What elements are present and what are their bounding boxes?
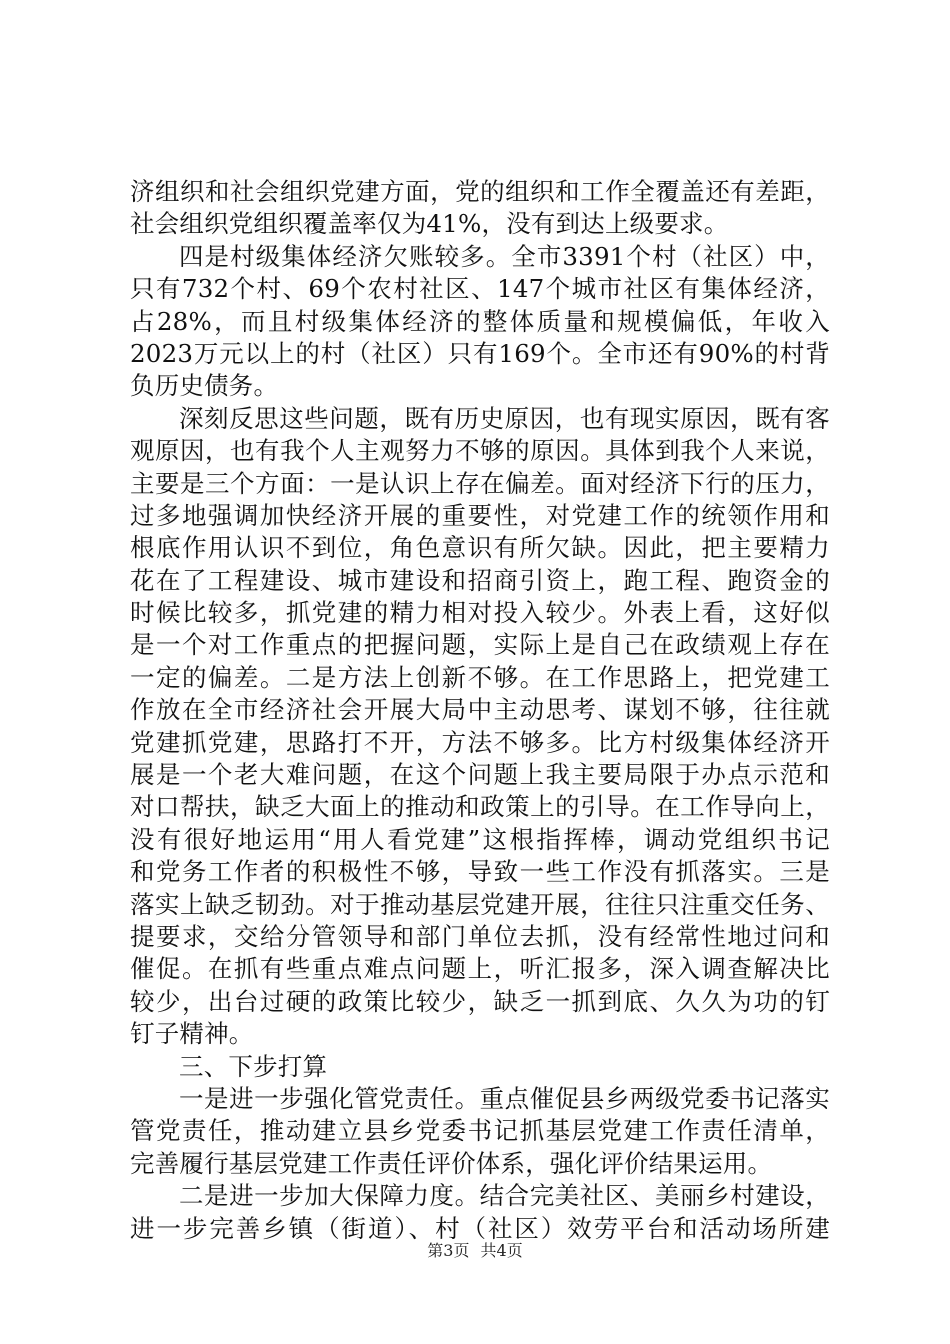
text-line: 时候比较多，抓党建的精力相对投入较少。外表上看，这好似 [130, 598, 830, 628]
text-line: 展是一个老大难问题，在这个问题上我主要局限于办点示范和 [130, 760, 830, 790]
text-line: 落实上缺乏韧劲。对于推动基层党建开展，往往只注重交任务、 [130, 889, 830, 919]
text-line: 三、下步打算 [179, 1051, 328, 1081]
text-line: 较少，出台过硬的政策比较少，缺乏一抓到底、久久为功的钉 [130, 986, 830, 1016]
text-line: 深刻反思这些问题，既有历史原因，也有现实原因，既有客 [179, 403, 830, 433]
text-line: 没有很好地运用“用人看党建”这根指挥棒，调动党组织书记 [130, 824, 830, 854]
page-footer [0, 1240, 950, 1262]
text-line: 过多地强调加快经济开展的重要性，对党建工作的统领作用和 [130, 500, 830, 530]
text-line: 二是进一步加大保障力度。结合完美社区、美丽乡村建设， [179, 1181, 830, 1211]
text-line: 催促。在抓有些重点难点问题上，听汇报多，深入调查解决比 [130, 954, 830, 984]
text-line: 是一个对工作重点的把握问题，实际上是自己在政绩观上存在 [130, 630, 830, 660]
text-line: 对口帮扶，缺乏大面上的推动和政策上的引导。在工作导向上， [130, 792, 830, 822]
text-line: 管党责任，推动建立县乡党委书记抓基层党建工作责任清单， [130, 1116, 830, 1146]
text-line: 和党务工作者的积极性不够，导致一些工作没有抓落实。三是 [130, 857, 830, 887]
page-total: 共4页 [480, 1241, 523, 1260]
text-line: 一定的偏差。二是方法上创新不够。在工作思路上，把党建工 [130, 662, 830, 692]
text-line: 主要是三个方面：一是认识上存在偏差。面对经济下行的压力， [130, 468, 830, 498]
text-line: 钉子精神。 [130, 1019, 254, 1049]
text-line: 观原因，也有我个人主观努力不够的原因。具体到我个人来说， [130, 436, 830, 466]
text-line: 花在了工程建设、城市建设和招商引资上，跑工程、跑资金的 [130, 565, 830, 595]
text-line: 党建抓党建，思路打不开，方法不够多。比方村级集体经济开 [130, 727, 830, 757]
text-line: 只有732个村、69个农村社区、147个城市社区有集体经济， [130, 274, 830, 304]
text-line: 根底作用认识不到位，角色意识有所欠缺。因此，把主要精力 [130, 533, 830, 563]
text-line: 社会组织党组织覆盖率仅为41%，没有到达上级要求。 [130, 209, 729, 239]
page-number: 第3页 [427, 1241, 470, 1260]
document-body [130, 176, 830, 1245]
text-line: 2023万元以上的村（社区）只有169个。全市还有90%的村背 [130, 338, 830, 368]
text-line: 负历史债务。 [130, 371, 279, 401]
text-line: 提要求，交给分管领导和部门单位去抓，没有经常性地过问和 [130, 921, 830, 951]
text-line: 作放在全市经济社会开展大局中主动思考、谋划不够，往往就 [130, 695, 830, 725]
text-line: 完善履行基层党建工作责任评价体系，强化评价结果运用。 [130, 1148, 773, 1178]
text-line: 济组织和社会组织党建方面，党的组织和工作全覆盖还有差距， [130, 177, 830, 206]
text-line: 一是进一步强化管党责任。重点催促县乡两级党委书记落实 [179, 1083, 830, 1113]
text-line: 进一步完善乡镇（街道）、村（社区）效劳平台和活动场所建 [130, 1213, 830, 1243]
text-line: 四是村级集体经济欠账较多。全市3391个村（社区）中， [179, 241, 830, 271]
text-line: 占28%，而且村级集体经济的整体质量和规模偏低，年收入 [130, 306, 830, 336]
